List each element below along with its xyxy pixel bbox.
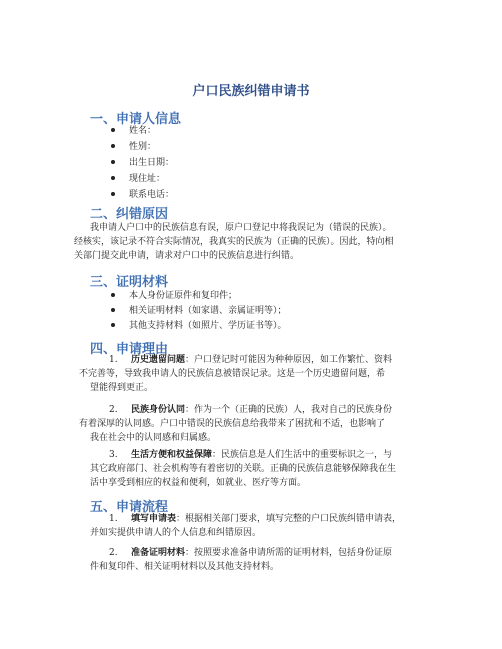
- reason-line: 民族身份认同：作为一个（正确的民族）人，我对自己的民族身份: [131, 405, 393, 415]
- reason-term: 历史遗留问题: [131, 355, 186, 365]
- bullet-icon: [111, 160, 115, 164]
- reason-number: 2.: [109, 405, 118, 415]
- list-item: 本人身份证原件和复印件；: [111, 290, 237, 302]
- document-title: 户口民族纠错申请书: [192, 84, 310, 99]
- reason-number: 1.: [109, 355, 118, 365]
- paragraph-line: 关部门提交此申请，请求对户口中的民族信息进行纠错。: [74, 251, 300, 261]
- section-heading-applicant-info: 一、申请人信息: [90, 112, 182, 127]
- reason-line: 活中享受到相应的权益和便利，如就业、医疗等方面。: [90, 478, 307, 488]
- bullet-icon: [111, 323, 115, 327]
- reason-line: 其它政府部门、社会机构等有着密切的关联。正确的民族信息能够保障我在生: [90, 464, 397, 474]
- step-term: 准备证明材料: [131, 548, 186, 558]
- list-item: 姓名：: [111, 125, 156, 137]
- paragraph-line: 我申请人户口中的民族信息有误，原户口登记中将我误记为（错误的民族）。: [90, 223, 392, 233]
- reason-line: 历史遗留问题：户口登记时可能因为种种原因，如工作繁忙、资料: [131, 355, 393, 365]
- paragraph-line: 经核实，该记录不符合实际情况，我真实的民族为（正确的民族）。因此，特向相: [74, 237, 394, 247]
- reason-line: 生活方便和权益保障：民族信息是人们生活中的重要标识之一，与: [131, 450, 393, 460]
- reason-number: 3.: [109, 450, 118, 460]
- bullet-icon: [111, 144, 115, 148]
- bullet-icon: [111, 293, 115, 297]
- reason-term: 民族身份认同: [131, 405, 186, 415]
- list-item: 其他支持材料（如照片、学历证书等）。: [111, 320, 287, 332]
- step-line: 并如实提供申请人的个人信息和纠错原因。: [90, 528, 262, 538]
- step-line: 填写申请表：根据相关部门要求，填写完整的户口民族纠错申请表，: [131, 514, 402, 524]
- step-number: 1.: [109, 514, 118, 524]
- section-heading-correction-reason: 二、纠错原因: [90, 207, 169, 222]
- reason-term: 生活方便和权益保障: [131, 450, 213, 460]
- bullet-icon: [111, 128, 115, 132]
- list-item: 相关证明材料（如家谱、亲属证明等）；: [111, 305, 287, 317]
- section-heading-supporting-docs: 三、证明材料: [90, 275, 169, 290]
- step-number: 2.: [109, 548, 118, 558]
- list-item: 联系电话：: [111, 189, 174, 201]
- step-term: 填写申请表: [131, 514, 177, 524]
- list-item: 现住址：: [111, 173, 165, 185]
- step-line: 件和复印件、相关证明材料以及其他支持材料。: [90, 562, 280, 572]
- step-line: 准备证明材料：按照要求准备申请所需的证明材料，包括身份证原: [131, 548, 393, 558]
- section-heading-process: 五、申请流程: [90, 500, 169, 515]
- list-item: 出生日期：: [111, 157, 174, 169]
- reason-line: 有着深厚的认同感。户口中错误的民族信息给我带来了困扰和不适，也影响了: [79, 419, 386, 429]
- reason-line: 望能得到更正。: [90, 383, 154, 393]
- reason-line: 不完善等，导致我申请人的民族信息被错误记录。这是一个历史遗留问题，希: [79, 369, 386, 379]
- bullet-icon: [111, 176, 115, 180]
- bullet-icon: [111, 308, 115, 312]
- reason-line: 我在社会中的认同感和归属感。: [90, 433, 217, 443]
- bullet-icon: [111, 192, 115, 196]
- section-heading-reasons: 四、申请理由: [90, 342, 169, 357]
- list-item: 性别：: [111, 141, 156, 153]
